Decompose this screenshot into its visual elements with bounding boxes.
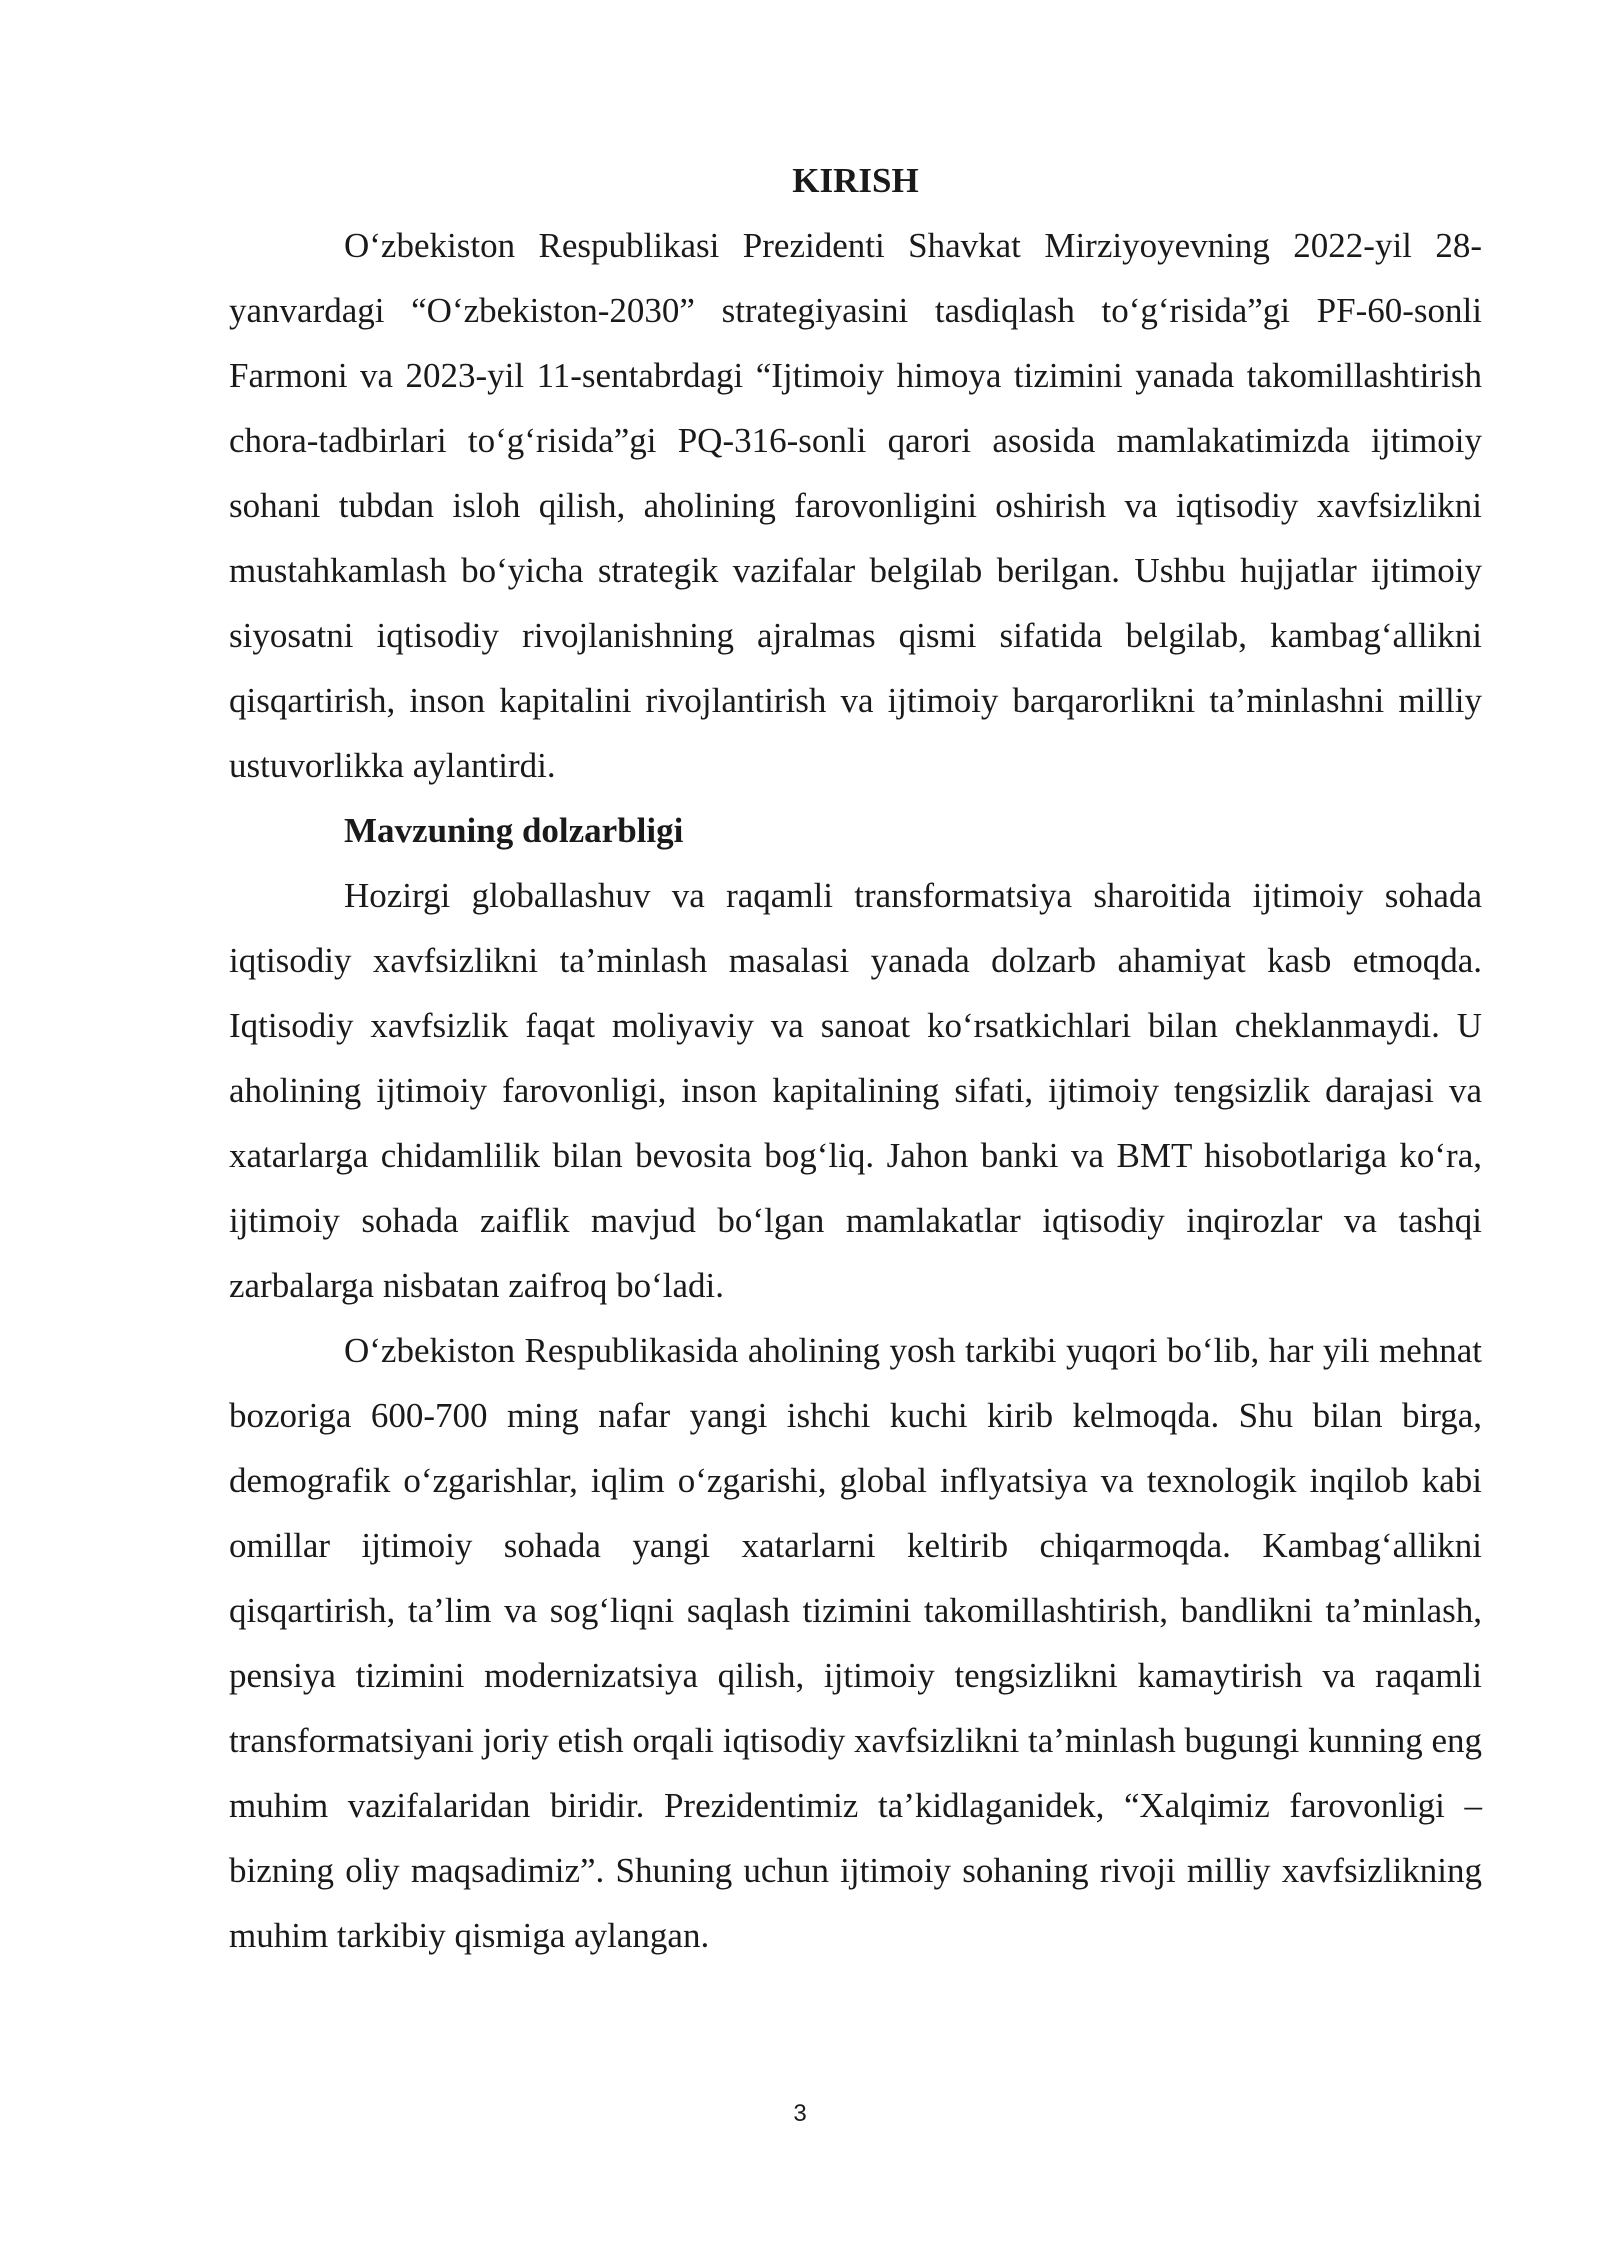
- page-content: [229, 148, 1482, 1968]
- page-number: 3: [793, 2100, 807, 2127]
- body-paragraph: Hozirgi globallashuv va raqamli transformatsiya sharoitida ijtimoiy sohada iqtisodiy xavfsizlikni ta’minlash masalasi yanada dolzarb ahamiyat kasb etmoqda. Iqtisodiy xavfsizlik faqat moliyaviy va sanoat ko‘rsatkichlari bilan cheklanmaydi. U aholining ijtimoiy farovonligi, inson kapitalining sifati, ijtimoiy tengsizlik darajasi va xatarlarga chidamlilik bilan bevosita bog‘liq. Jahon banki va BMT hisobotlariga ko‘ra, ijtimoiy sohada zaiflik mavjud bo‘lgan mamlakatlar iqtisodiy inqirozlar va tashqi zarbalarga nisbatan zaifroq bo‘ladi.: [229, 876, 1482, 1305]
- intro-paragraph: O‘zbekiston Respublikasi Prezidenti Shavkat Mirziyoyevning 2022-yil 28-yanvardagi “O‘zbekiston-2030” strategiyasini tasdiqlash to‘g‘risida”gi PF-60-sonli Farmoni va 2023-yil 11-sentabrdagi “Ijtimoiy himoya tizimini yanada takomillashtirish chora-tadbirlari to‘g‘risida”gi PQ-316-sonli qarori asosida mamlakatimizda ijtimoiy sohani tubdan isloh qilish, aholining farovonligini oshirish va iqtisodiy xavfsizlikni mustahkamlash bo‘yicha strategik vazifalar belgilab berilgan. Ushbu hujjatlar ijtimoiy siyosatni iqtisodiy rivojlanishning ajralmas qismi sifatida belgilab, kambag‘allikni qisqartirish, inson kapitalini rivojlantirish va ijtimoiy barqarorlikni ta’minlashni milliy ustuvorlikka aylantirdi.: [229, 226, 1482, 785]
- body-paragraph: O‘zbekiston Respublikasida aholining yosh tarkibi yuqori bo‘lib, har yili mehnat bozoriga 600-700 ming nafar yangi ishchi kuchi kirib kelmoqda. Shu bilan birga, demografik o‘zgarishlar, iqlim o‘zgarishi, global inflyatsiya va texnologik inqilob kabi omillar ijtimoiy sohada yangi xatarlarni keltirib chiqarmoqda. Kambag‘allikni qisqartirish, ta’lim va sog‘liqni saqlash tizimini takomillashtirish, bandlikni ta’minlash, pensiya tizimini modernizatsiya qilish, ijtimoiy tengsizlikni kamaytirish va raqamli transformatsiyani joriy etish orqali iqtisodiy xavfsizlikni ta’minlash bugungi kunning eng muhim vazifalaridan biridir. Prezidentimiz ta’kidlaganidek, “Xalqimiz farovonligi – bizning oliy maqsadimiz”. Shuning uchun ijtimoiy sohaning rivoji milliy xavfsizlikning muhim tarkibiy qismiga aylangan.: [229, 1331, 1483, 1955]
- section-heading: KIRISH: [792, 161, 919, 200]
- subsection-heading: Mavzuning dolzarbligi: [344, 811, 684, 850]
